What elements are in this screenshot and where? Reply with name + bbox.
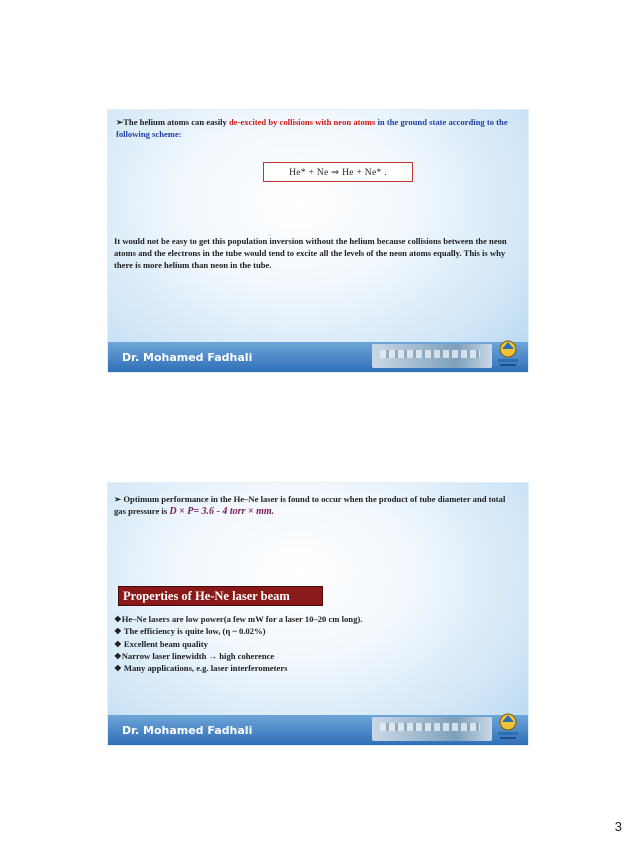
slide-1	[108, 110, 528, 372]
intro-text	[116, 116, 516, 140]
reaction-formula	[263, 162, 413, 182]
university-logo-icon	[494, 711, 522, 743]
diamond-bullet-icon: ❖	[114, 614, 122, 624]
optimum-text-body: Optimum performance in the He–Ne laser is found to occur when the product of tube diameter and total gas pressure is	[114, 494, 506, 517]
list-item: ❖ Many applications, e.g. laser interferometers	[114, 663, 288, 674]
diamond-bullet-icon: ❖	[114, 638, 122, 649]
list-item: ❖ The efficiency is quite low, (η ~ 0.02%)	[114, 626, 266, 637]
list-item: ❖He–Ne lasers are low power(a few mW for a laser 10–20 cm long).	[114, 614, 363, 624]
campus-banner-image	[372, 344, 492, 368]
diamond-bullet-icon: ❖	[114, 626, 122, 637]
list-item: ❖Narrow laser linewidth → high coherence	[114, 650, 275, 661]
author-name: Dr. Mohamed Fadhali	[122, 724, 253, 737]
intro-highlight-blue: in the ground state according to the following scheme:	[116, 117, 508, 140]
explanation-paragraph: It would not be easy to get this population inversion without the helium because collisions between the neon atoms and the electrons in the tube would tend to excite all the levels of the neon atoms equally. This is why there is more helium than neon in the tube.	[114, 236, 507, 271]
properties-list	[114, 613, 514, 674]
optimum-text	[114, 493, 514, 518]
list-item: ❖ Excellent beam quality	[114, 638, 208, 649]
intro-part-a: The helium atoms can easily	[123, 117, 229, 127]
author-name: Dr. Mohamed Fadhali	[122, 351, 253, 364]
intro-highlight-red: de-excited by collisions with neon atoms	[228, 117, 376, 127]
formula-text: He* + Ne ⇒ He + Ne* .	[289, 167, 387, 178]
properties-title: Properties of He-Ne laser beam	[118, 586, 323, 606]
optimum-formula: D × P= 3.6 - 4 torr × mm.	[169, 506, 275, 518]
slide-2	[108, 483, 528, 745]
campus-banner-image	[372, 717, 492, 741]
diamond-bullet-icon: ❖	[114, 663, 122, 674]
page-number: 3	[614, 819, 622, 834]
arrow-bullet: ➢	[116, 117, 124, 127]
diamond-bullet-icon: ❖	[114, 650, 122, 661]
university-logo-icon	[494, 338, 522, 370]
arrow-bullet: ➢	[114, 494, 122, 504]
